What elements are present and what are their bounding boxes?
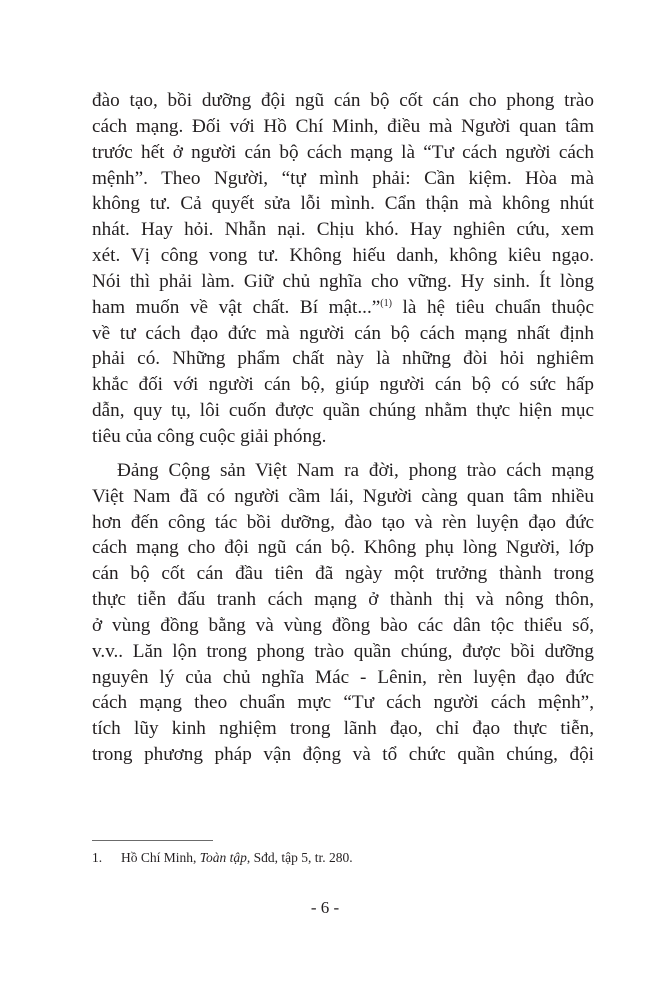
footnote-author: Hồ Chí Minh,	[121, 850, 200, 865]
body-text	[92, 88, 594, 768]
text-line: hơn đến công tác bồi dưỡng, đào tạo và rèn luyện đạo đức	[92, 511, 594, 533]
footnote	[92, 849, 353, 867]
line-continuation: là hệ tiêu chuẩn thuộc	[391, 296, 595, 318]
text-line: trước hết ở người cán bộ cách mạng là “Tư cách người cách	[92, 141, 594, 163]
text-line: dẫn, quy tụ, lôi cuốn được quần chúng nhằm thực hiện mục	[92, 400, 594, 422]
text-line: Đảng Cộng sản Việt Nam ra đời, phong trào cách mạng	[117, 459, 594, 481]
text-line: cán bộ cốt cán đầu tiên đã ngày một trưởng thành trong	[92, 563, 594, 585]
text-line-with-footnote-ref	[92, 295, 594, 321]
text-line: ở vùng đồng bằng và vùng đồng bào các dân tộc thiểu số,	[92, 614, 594, 636]
footnote-number: 1.	[92, 850, 103, 865]
text-line: cách mạng theo chuẩn mực “Tư cách người cách mệnh”,	[92, 692, 594, 714]
text-line: thực tiễn đấu tranh cách mạng ở thành thị và nông thôn,	[92, 589, 594, 611]
text-line: tích lũy kinh nghiệm trong lãnh đạo, chỉ đạo thực tiễn,	[92, 718, 594, 740]
footnote-separator	[92, 840, 213, 841]
text-line: không tư. Cả quyết sửa lỗi mình. Cẩn thận mà không nhút	[92, 193, 594, 215]
text-line: xét. Vị công vong tư. Không hiếu danh, không kiêu ngạo.	[92, 245, 594, 267]
paragraph-2	[92, 458, 594, 768]
text-line: trong phương pháp vận động và tổ chức quần chúng, đội	[92, 744, 594, 766]
text-line: đào tạo, bồi dưỡng đội ngũ cán bộ cốt cán cho phong trào	[92, 90, 594, 111]
text-line: nhát. Hay hỏi. Nhẫn nại. Chịu khó. Hay nghiên cứu, xem	[92, 219, 594, 241]
text-line: mệnh”. Theo Người, “tự mình phải: Cần kiệm. Hòa mà	[92, 167, 594, 189]
text-line: Nói thì phải làm. Giữ chủ nghĩa cho vững. Hy sinh. Ít lòng	[92, 270, 594, 292]
text-line: về tư cách đạo đức mà người cán bộ cách mạng nhất định	[92, 322, 594, 344]
footnote-reference[interactable]: (1)	[380, 297, 392, 309]
footnote-citation: , Sđd, tập 5, tr. 280.	[246, 850, 353, 865]
text-line: nguyên lý của chủ nghĩa Mác - Lênin, rèn luyện đạo đức	[92, 666, 594, 688]
paragraph-gap	[92, 450, 594, 458]
paragraph-1	[92, 88, 594, 450]
text-line: cách mạng cho đội ngũ cán bộ. Không phụ lòng Người, lớp	[92, 537, 594, 559]
text-line: cách mạng. Đối với Hồ Chí Minh, điều mà Người quan tâm	[92, 115, 594, 137]
quote-end-text: ham muốn về vật chất. Bí mật...”	[92, 296, 381, 318]
text-line: tiêu của công cuộc giải phóng.	[92, 425, 327, 447]
text-line: phải có. Những phẩm chất này là những đòi hỏi nghiêm	[92, 348, 594, 370]
page-number: - 6 -	[310, 898, 340, 917]
text-line: khắc đối với người cán bộ, giúp người cán bộ có sức hấp	[92, 374, 594, 396]
text-line: Việt Nam đã có người cầm lái, Người càng quan tâm nhiều	[92, 485, 594, 507]
text-line: v.v.. Lăn lộn trong phong trào quần chúng, được bồi dưỡng	[92, 640, 594, 662]
footnote-title: Toàn tập	[199, 850, 247, 865]
